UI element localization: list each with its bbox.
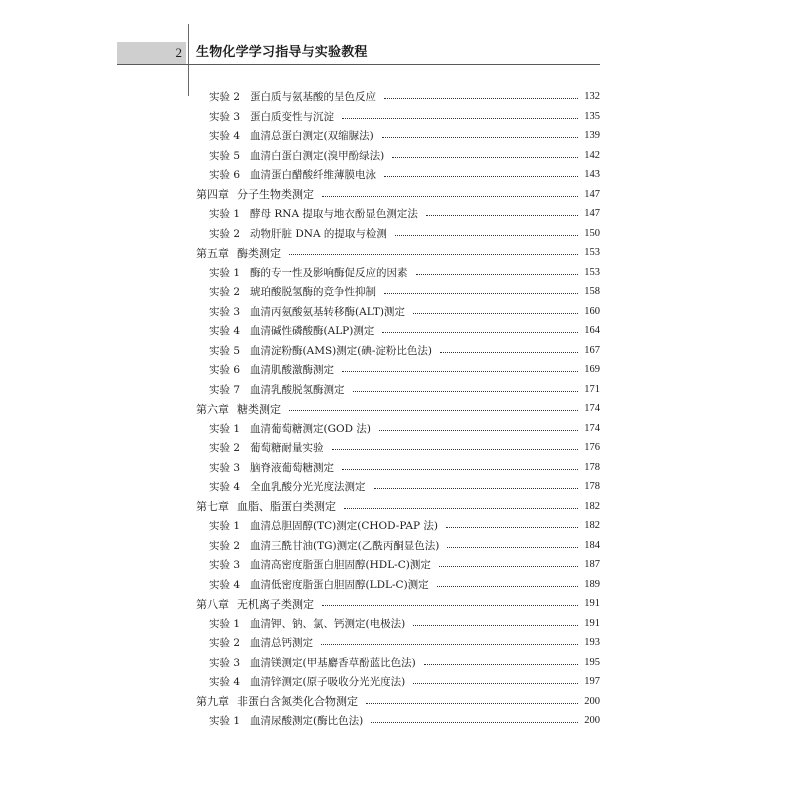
toc-leader-dots: [424, 664, 579, 665]
toc-leader-dots: [342, 118, 578, 119]
toc-entry-title: 血清高密度脂蛋白胆固醇(HDL-C)测定: [250, 559, 431, 572]
toc-entry-page: 164: [584, 325, 600, 337]
toc-entry-title: 血清总蛋白测定(双缩脲法): [250, 130, 374, 143]
toc-entry-page: 147: [584, 188, 600, 200]
toc-entry-label: 实验 1: [209, 266, 241, 279]
toc-entry-page: 187: [584, 559, 600, 571]
toc-entry-page: 147: [584, 208, 600, 220]
toc-entry-title: 蛋白质与氨基酸的呈色反应: [250, 91, 377, 104]
toc-entry-page: 197: [584, 676, 600, 688]
toc-leader-dots: [392, 157, 578, 158]
toc-entry-page: 150: [584, 227, 600, 239]
toc-entry-page: 182: [584, 500, 600, 512]
toc-entry-title: 无机离子类测定: [237, 597, 314, 611]
toc-entry-title: 血清乳酸脱氢酶测定: [250, 383, 345, 396]
toc-entry-title: 血清丙氨酸氨基转移酶(ALT)测定: [250, 305, 405, 318]
toc-entry-title: 蛋白质变性与沉淀: [250, 110, 335, 123]
toc-entry-page: 132: [584, 91, 600, 103]
toc-leader-dots: [321, 644, 578, 645]
toc-leader-dots: [332, 449, 579, 450]
toc-experiment-row: [196, 555, 600, 575]
toc-entry-label: 实验 2: [209, 637, 241, 650]
toc-entry-page: 174: [584, 422, 600, 434]
toc-experiment-row: [196, 282, 600, 302]
toc-entry-label: 第七章: [196, 500, 229, 514]
toc-entry-title: 非蛋白含氮类化合物测定: [237, 695, 358, 709]
toc-experiment-row: [196, 653, 600, 673]
toc-entry-label: 实验 7: [209, 383, 241, 396]
toc-experiment-row: [196, 672, 600, 692]
toc-experiment-row: [196, 165, 600, 185]
toc-leader-dots: [384, 176, 578, 177]
toc-experiment-row: [196, 302, 600, 322]
toc-experiment-row: [196, 458, 600, 478]
toc-entry-label: 实验 2: [209, 286, 241, 299]
toc-entry-page: 184: [584, 539, 600, 551]
toc-leader-dots: [382, 137, 579, 138]
toc-experiment-row: [196, 87, 600, 107]
toc-entry-page: 174: [584, 403, 600, 415]
toc-entry-title: 酵母 RNA 提取与地衣酚显色测定法: [250, 208, 418, 221]
toc-leader-dots: [413, 625, 578, 626]
toc-entry-title: 血清蛋白醋酸纤维薄膜电泳: [250, 169, 377, 182]
toc-leader-dots: [446, 527, 578, 528]
toc-experiment-row: [196, 107, 600, 127]
toc-entry-title: 血清钾、钠、氯、钙测定(电极法): [250, 617, 406, 630]
toc-leader-dots: [426, 215, 578, 216]
toc-entry-label: 实验 1: [209, 208, 241, 221]
toc-entry-label: 实验 2: [209, 539, 241, 552]
toc-experiment-row: [196, 575, 600, 595]
toc-leader-dots: [440, 352, 578, 353]
toc-entry-page: 153: [584, 247, 600, 259]
toc-entry-title: 血清镁测定(甲基麝香草酚蓝比色法): [250, 656, 416, 669]
toc-experiment-row: [196, 438, 600, 458]
toc-entry-page: 158: [584, 286, 600, 298]
toc-experiment-row: [196, 146, 600, 166]
toc-entry-page: 193: [584, 637, 600, 649]
toc-entry-label: 实验 4: [209, 325, 241, 338]
toc-entry-title: 酶的专一性及影响酶促反应的因素: [250, 266, 408, 279]
book-title: 生物化学学习指导与实验教程: [196, 45, 368, 60]
toc-experiment-row: [196, 204, 600, 224]
toc-entry-page: 191: [584, 617, 600, 629]
toc-entry-page: 200: [584, 715, 600, 727]
toc-entry-title: 血清白蛋白测定(溴甲酚绿法): [250, 149, 385, 162]
toc-chapter-row: [196, 243, 600, 263]
toc-leader-dots: [413, 313, 578, 314]
toc-leader-dots: [413, 683, 578, 684]
toc-entry-title: 分子生物类测定: [237, 188, 314, 202]
toc-entry-page: 200: [584, 695, 600, 707]
toc-entry-label: 实验 6: [209, 364, 241, 377]
toc-entry-page: 139: [584, 130, 600, 142]
toc-entry-page: 167: [584, 344, 600, 356]
toc-entry-page: 143: [584, 169, 600, 181]
toc-entry-label: 实验 6: [209, 169, 241, 182]
toc-entry-title: 动物肝脏 DNA 的提取与检测: [250, 227, 387, 240]
toc-chapter-row: [196, 692, 600, 712]
toc-entry-label: 实验 3: [209, 559, 241, 572]
toc-entry-label: 实验 3: [209, 656, 241, 669]
toc-entry-title: 血清碱性磷酸酶(ALP)测定: [250, 325, 375, 338]
toc-leader-dots: [382, 332, 578, 333]
toc-experiment-row: [196, 419, 600, 439]
toc-entry-label: 实验 1: [209, 715, 241, 728]
toc-entry-page: 191: [584, 598, 600, 610]
toc-experiment-row: [196, 380, 600, 400]
table-of-contents: [196, 87, 600, 731]
toc-entry-label: 实验 1: [209, 520, 241, 533]
toc-leader-dots: [342, 469, 578, 470]
toc-entry-title: 血清总钙测定: [250, 637, 314, 650]
toc-experiment-row: [196, 477, 600, 497]
toc-entry-page: 189: [584, 578, 600, 590]
toc-experiment-row: [196, 360, 600, 380]
toc-experiment-row: [196, 321, 600, 341]
toc-entry-page: 171: [584, 383, 600, 395]
toc-entry-page: 135: [584, 110, 600, 122]
toc-leader-dots: [447, 547, 578, 548]
toc-entry-label: 第九章: [196, 695, 229, 709]
toc-entry-page: 153: [584, 266, 600, 278]
toc-leader-dots: [416, 274, 579, 275]
toc-entry-label: 第六章: [196, 402, 229, 416]
toc-experiment-row: [196, 263, 600, 283]
toc-leader-dots: [344, 508, 578, 509]
toc-entry-title: 脑脊液葡萄糖测定: [250, 461, 335, 474]
toc-leader-dots: [371, 722, 578, 723]
header-vertical-rule: [188, 24, 189, 96]
toc-entry-title: 酶类测定: [237, 246, 281, 260]
toc-leader-dots: [366, 703, 578, 704]
toc-entry-page: 142: [584, 149, 600, 161]
toc-entry-label: 实验 4: [209, 578, 241, 591]
toc-entry-title: 葡萄糖耐量实验: [250, 442, 324, 455]
page-header: [0, 0, 800, 103]
toc-entry-page: 195: [584, 656, 600, 668]
toc-leader-dots: [322, 196, 578, 197]
toc-entry-page: 169: [584, 364, 600, 376]
toc-experiment-row: [196, 711, 600, 731]
toc-leader-dots: [374, 488, 579, 489]
toc-entry-title: 血清三酰甘油(TG)测定(乙酰丙酮显色法): [250, 539, 440, 552]
toc-leader-dots: [437, 586, 579, 587]
toc-entry-label: 实验 2: [209, 91, 241, 104]
toc-experiment-row: [196, 536, 600, 556]
toc-leader-dots: [289, 254, 578, 255]
toc-leader-dots: [353, 391, 579, 392]
toc-experiment-row: [196, 614, 600, 634]
toc-entry-label: 实验 5: [209, 344, 241, 357]
toc-entry-title: 琥珀酸脱氢酶的竞争性抑制: [250, 286, 377, 299]
toc-leader-dots: [384, 98, 578, 99]
toc-experiment-row: [196, 341, 600, 361]
toc-entry-page: 178: [584, 461, 600, 473]
toc-entry-title: 全血乳酸分光光度法测定: [250, 481, 366, 494]
toc-entry-label: 实验 3: [209, 305, 241, 318]
toc-entry-label: 第八章: [196, 597, 229, 611]
toc-entry-page: 160: [584, 305, 600, 317]
toc-experiment-row: [196, 516, 600, 536]
toc-entry-title: 糖类测定: [237, 402, 281, 416]
toc-chapter-row: [196, 399, 600, 419]
toc-entry-label: 第四章: [196, 188, 229, 202]
toc-entry-label: 实验 1: [209, 422, 241, 435]
toc-experiment-row: [196, 633, 600, 653]
toc-entry-title: 血清葡萄糖测定(GOD 法): [250, 422, 371, 435]
toc-entry-label: 实验 2: [209, 442, 241, 455]
toc-entry-page: 182: [584, 520, 600, 532]
toc-entry-label: 实验 4: [209, 130, 241, 143]
toc-leader-dots: [322, 605, 578, 606]
toc-entry-title: 血清尿酸测定(酶比色法): [250, 715, 364, 728]
toc-entry-title: 血清淀粉酶(AMS)测定(碘-淀粉比色法): [250, 344, 432, 357]
toc-entry-label: 实验 3: [209, 110, 241, 123]
toc-entry-label: 实验 5: [209, 149, 241, 162]
toc-entry-title: 血清低密度脂蛋白胆固醇(LDL-C)测定: [250, 578, 429, 591]
toc-leader-dots: [379, 430, 578, 431]
toc-entry-title: 血清总胆固醇(TC)测定(CHOD-PAP 法): [250, 520, 439, 533]
toc-entry-label: 实验 4: [209, 676, 241, 689]
toc-leader-dots: [439, 566, 578, 567]
toc-entry-label: 实验 4: [209, 481, 241, 494]
toc-entry-label: 实验 3: [209, 461, 241, 474]
toc-entry-page: 178: [584, 481, 600, 493]
toc-chapter-row: [196, 185, 600, 205]
toc-entry-label: 实验 2: [209, 227, 241, 240]
toc-entry-title: 血清锌测定(原子吸收分光光度法): [250, 676, 406, 689]
toc-chapter-row: [196, 497, 600, 517]
toc-entry-label: 第五章: [196, 246, 229, 260]
toc-chapter-row: [196, 594, 600, 614]
toc-experiment-row: [196, 224, 600, 244]
toc-entry-label: 实验 1: [209, 617, 241, 630]
toc-entry-page: 176: [584, 442, 600, 454]
toc-leader-dots: [384, 293, 578, 294]
toc-experiment-row: [196, 126, 600, 146]
page-number: 2: [175, 45, 182, 60]
toc-leader-dots: [289, 410, 578, 411]
toc-entry-title: 血脂、脂蛋白类测定: [237, 500, 336, 514]
header-horizontal-rule: [117, 64, 600, 65]
toc-leader-dots: [342, 371, 578, 372]
toc-entry-title: 血清肌酸激酶测定: [250, 364, 335, 377]
toc-leader-dots: [395, 235, 578, 236]
